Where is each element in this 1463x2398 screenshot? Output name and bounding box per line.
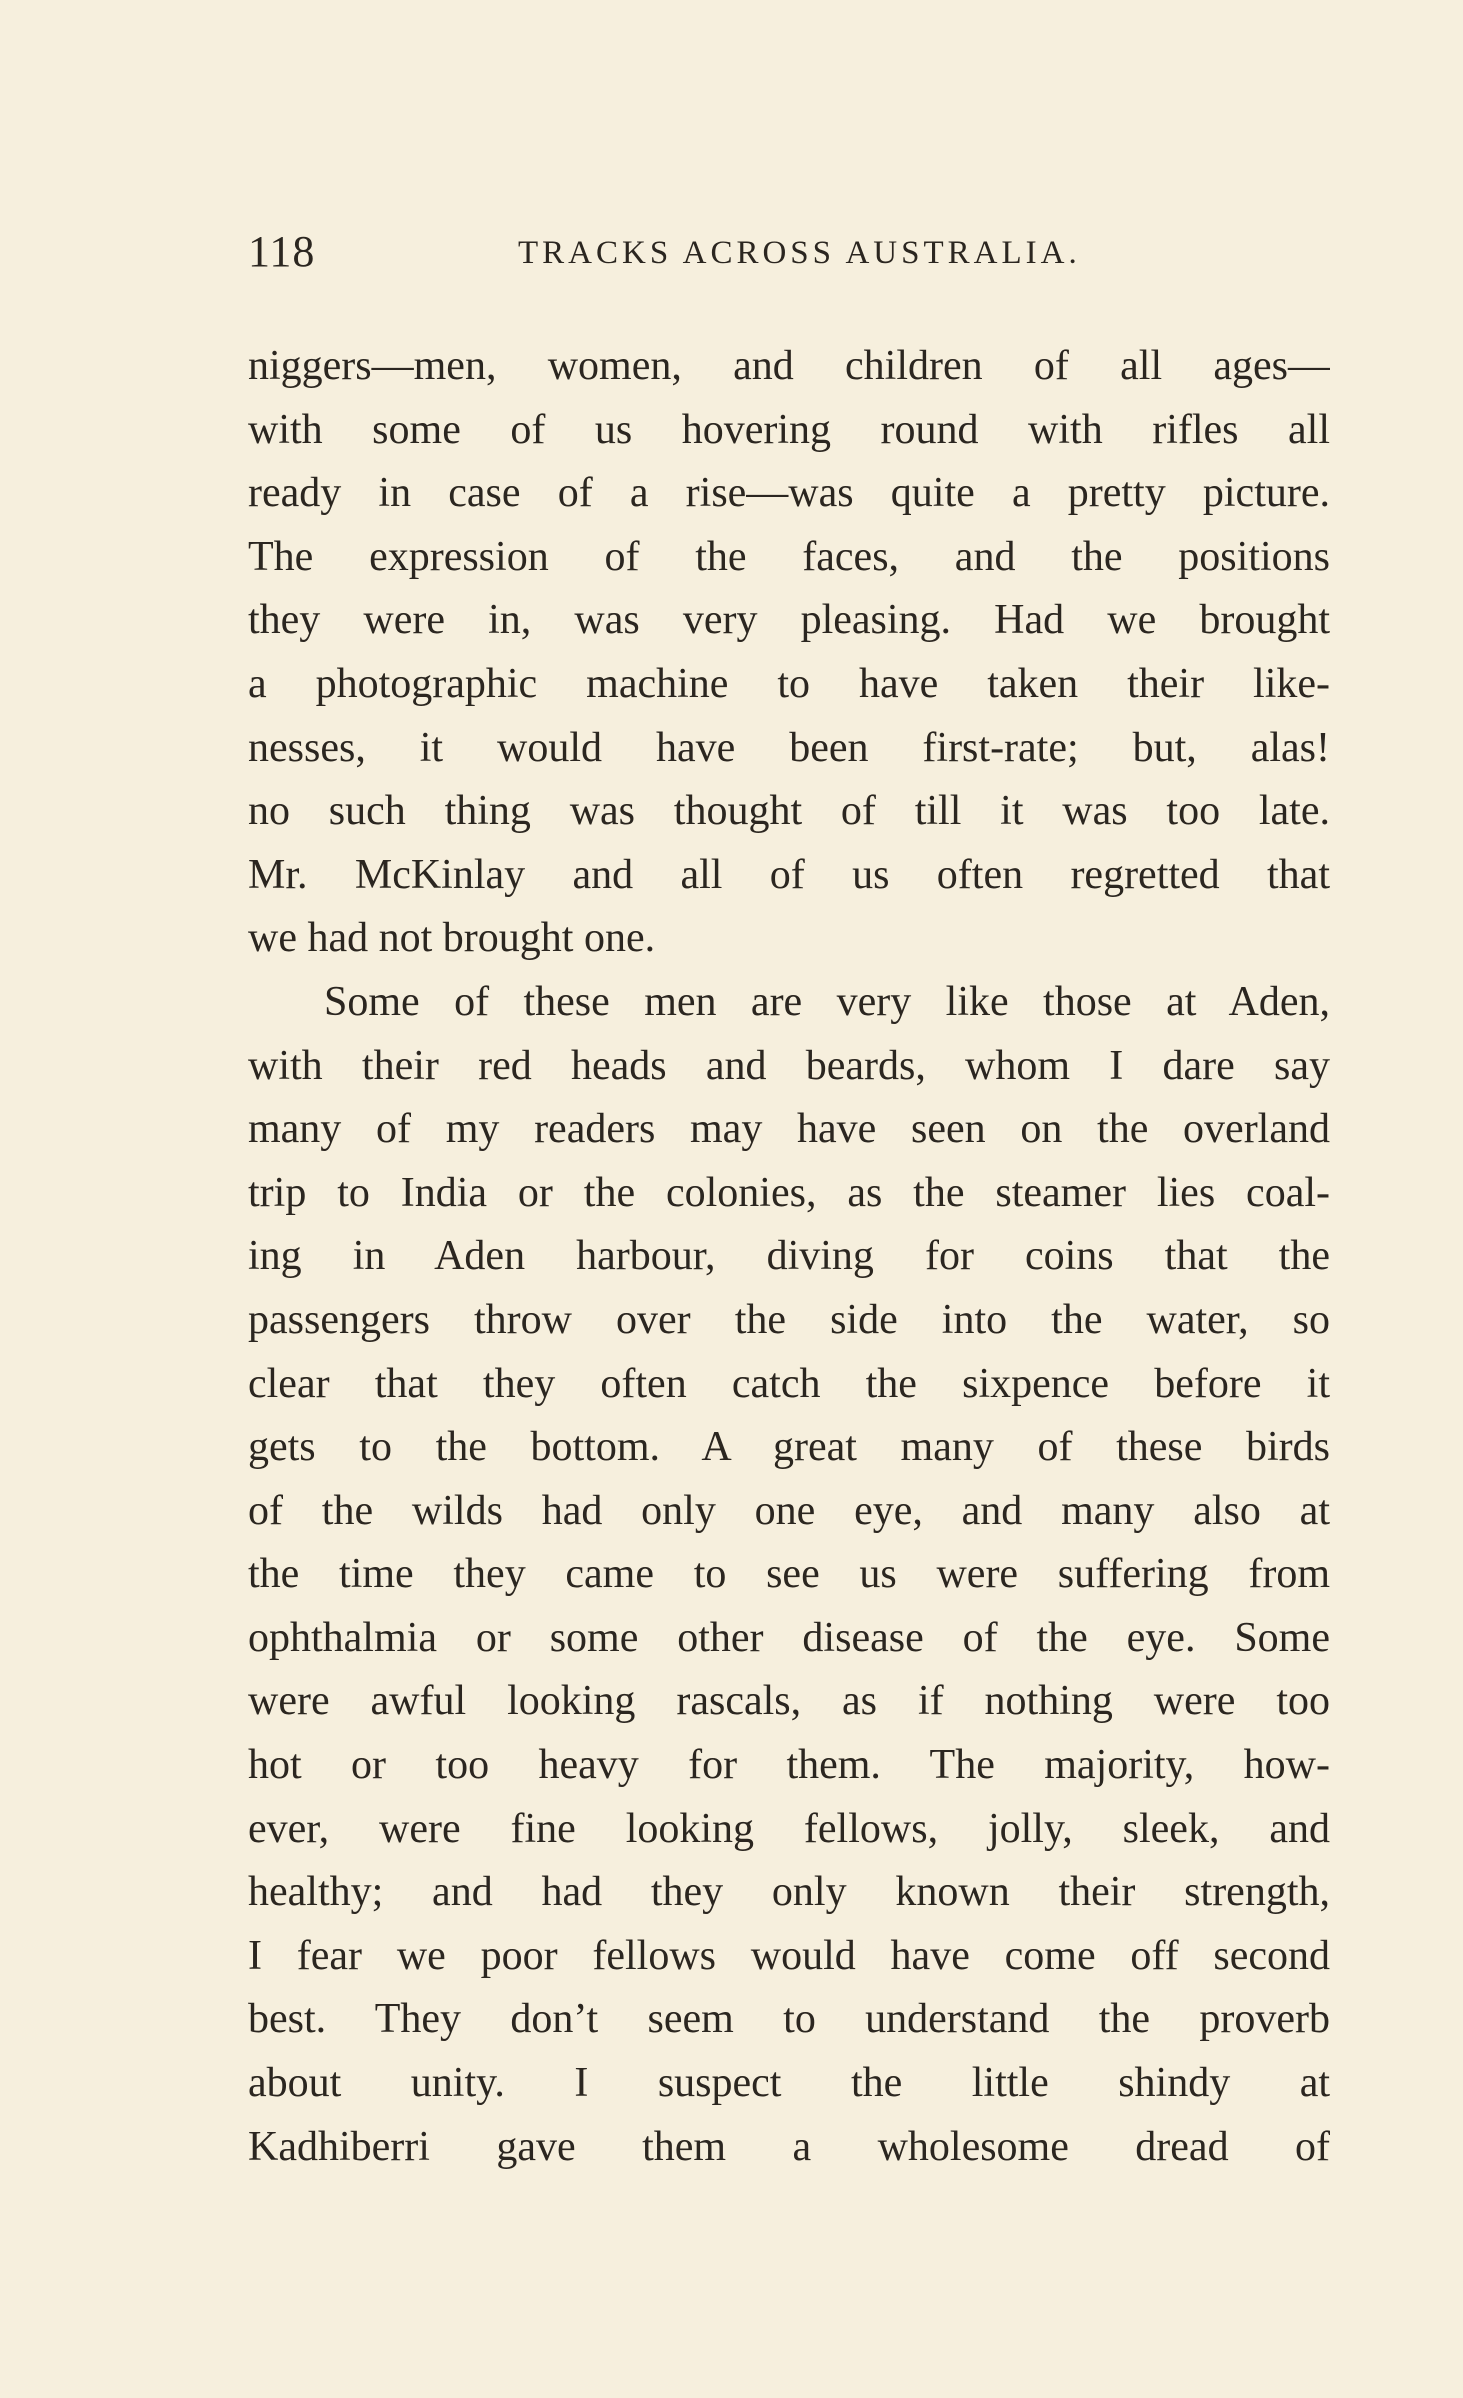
text-line: nesses, it would have been first-rate; but, alas! bbox=[248, 724, 1330, 771]
text-line: no such thing was thought of till it was too late. bbox=[248, 788, 1330, 835]
text-line: Some of these men are very like those at Aden, bbox=[324, 978, 1330, 1025]
text-line: were awful looking rascals, as if nothing were too bbox=[248, 1678, 1330, 1725]
text-line: ophthalmia or some other disease of the eye. Some bbox=[248, 1614, 1330, 1661]
text-line: clear that they often catch the sixpence before it bbox=[248, 1360, 1330, 1407]
text-line: with some of us hovering round with rifles all bbox=[248, 406, 1330, 453]
body-text bbox=[248, 335, 1330, 2179]
text-line: hot or too heavy for them. The majority, how- bbox=[248, 1742, 1330, 1789]
running-title: TRACKS ACROSS AUSTRALIA. bbox=[518, 235, 1081, 271]
text-line: ing in Aden harbour, diving for coins that the bbox=[248, 1233, 1330, 1280]
text-line: they were in, was very pleasing. Had we brought bbox=[248, 597, 1330, 644]
text-line: many of my readers may have seen on the overland bbox=[248, 1106, 1330, 1153]
text-line: niggers—men, women, and children of all ages— bbox=[248, 343, 1330, 389]
text-line: best. They don’t seem to understand the proverb bbox=[248, 1996, 1330, 2043]
text-line: Kadhiberri gave them a wholesome dread of bbox=[248, 2123, 1330, 2170]
page-number: 118 bbox=[248, 227, 316, 276]
text-line: ever, were fine looking fellows, jolly, sleek, and bbox=[248, 1805, 1330, 1852]
text-line: gets to the bottom. A great many of these birds bbox=[248, 1424, 1330, 1471]
text-line: we had not brought one. bbox=[248, 915, 656, 962]
text-line: I fear we poor fellows would have come off second bbox=[248, 1932, 1330, 1979]
text-line: ready in case of a rise—was quite a pretty picture. bbox=[248, 470, 1330, 517]
text-line: The expression of the faces, and the positions bbox=[248, 533, 1330, 580]
text-line: about unity. I suspect the little shindy at bbox=[248, 2060, 1330, 2107]
text-line: a photographic machine to have taken their like- bbox=[248, 660, 1330, 707]
page-header bbox=[248, 222, 1330, 282]
text-line: the time they came to see us were suffering from bbox=[248, 1551, 1330, 1598]
text-line: with their red heads and beards, whom I dare say bbox=[248, 1042, 1330, 1089]
text-line: passengers throw over the side into the water, so bbox=[248, 1296, 1330, 1343]
text-line: Mr. McKinlay and all of us often regretted that bbox=[248, 851, 1330, 898]
text-line: trip to India or the colonies, as the steamer lies coal- bbox=[248, 1169, 1330, 1216]
text-line: of the wilds had only one eye, and many also at bbox=[248, 1487, 1330, 1534]
text-line: healthy; and had they only known their strength, bbox=[248, 1869, 1330, 1916]
